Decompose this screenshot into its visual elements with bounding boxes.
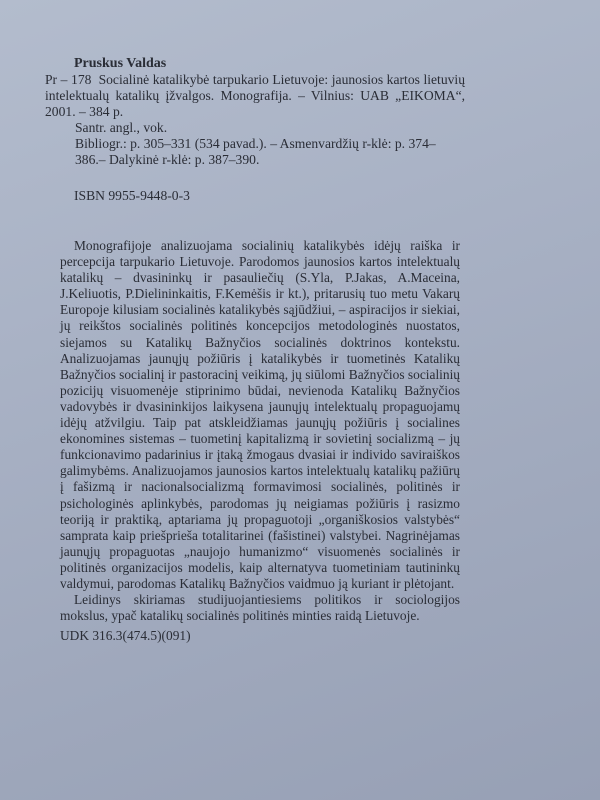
abstract [60,238,460,624]
catalog-record [45,56,465,204]
bibliography-note: Bibliogr.: p. 305–331 (534 pavad.). – Asmenvardžių r-klė: p. 374–386.– Dalykinė r-klė: p. 387–390. [75,136,436,167]
author-name: Pruskus Valdas [74,56,167,71]
title-text: Socialinė katalikybė tarpukario Lietuvoje: jaunosios kartos lietuvių intelektualų katalikų įžvalgos. Monografija. – Vilnius: UAB „EIKOMA“, 2001. – 384 p. [45,72,466,119]
abstract-paragraph: Monografijoje analizuojama socialinių katalikybės idėjų raiška ir percepcija tarpukario Lietuvoje. Parodomos jaunosios kartos intelektualų katalikų – dvasininkų ir pasauliečių (S.Yla, P.Jakas, A.Maceina, J.Keliuotis, P.Dielininkaitis, F.Kemėšis ir kt.), pritarusių tuo metu Vakarų Europoje kilusiam socialinės katalikybės sąjūdžiui, – aspiracijos ir siekiai, jų reikštos socialinės politinės koncepcijos metodologinės nuostatos, siejamos su Katalikų Bažnyčios socialinės doktrinos kontekstu. Analizuojamas jaunųjų požiūris į katalikybės ir tuometinės Katalikų Bažnyčios socialinį ir pastoracinį veikimą, jų siūlomi Bažnyčios socialinių pozicijų visuomenėje stiprinimo būdai, nevienoda Katalikų Bažnyčios vadovybės ir dvasininkijos laikysena jaunųjų intelektualų propaguojamų idėjų atžvilgiu. Taip pat atskleidžiamas jaunųjų požiūris į socialines ekonomines sistemas – tuometinį kapitalizmą ir sovietinį socializmą – jų funkcionavimo padarinius ir įtaką žmogaus dvasiai ir individo saviraiškos galimybėms. Analizuojamos jaunosios kartos intelektualų katalikų pažiūrų į fašizmą ir nacionalsocializmą formavimosi socialinės, politinės ir psichologinės aplinkybės, parodomas jų neigiamas požiūris į rasizmo teoriją ir praktiką, aptariama jų propaguotoji „organiškosios valstybės“ samprata kaip priešpriešа totalitarinei (fašistinei) valstybei. Nagrinėjamas jaunųjų propaguotas „naujojo humanizmo“ visuomenės socialinės ir politinės organizacijos modelis, kaip alternatyva tuometiniam tautininkų valdymui, parodomas Katalikų Bažnyčios vaidmuo ją kuriant ir plėtojant. [60,238,460,591]
audience-paragraph: Leidinys skiriamas studijuojantiesiems politikos ir sociologijos mokslus, ypač katalikų socialinės politinės minties raidą Lietuvoje. [60,592,460,624]
isbn: ISBN 9955-9448-0-3 [74,188,190,203]
summary-note: Santr. angl., vok. [75,120,168,135]
udk-code: UDK 316.3(474.5)(091) [60,628,191,643]
call-number: Pr – 178 [45,72,92,87]
title-entry [45,72,465,120]
